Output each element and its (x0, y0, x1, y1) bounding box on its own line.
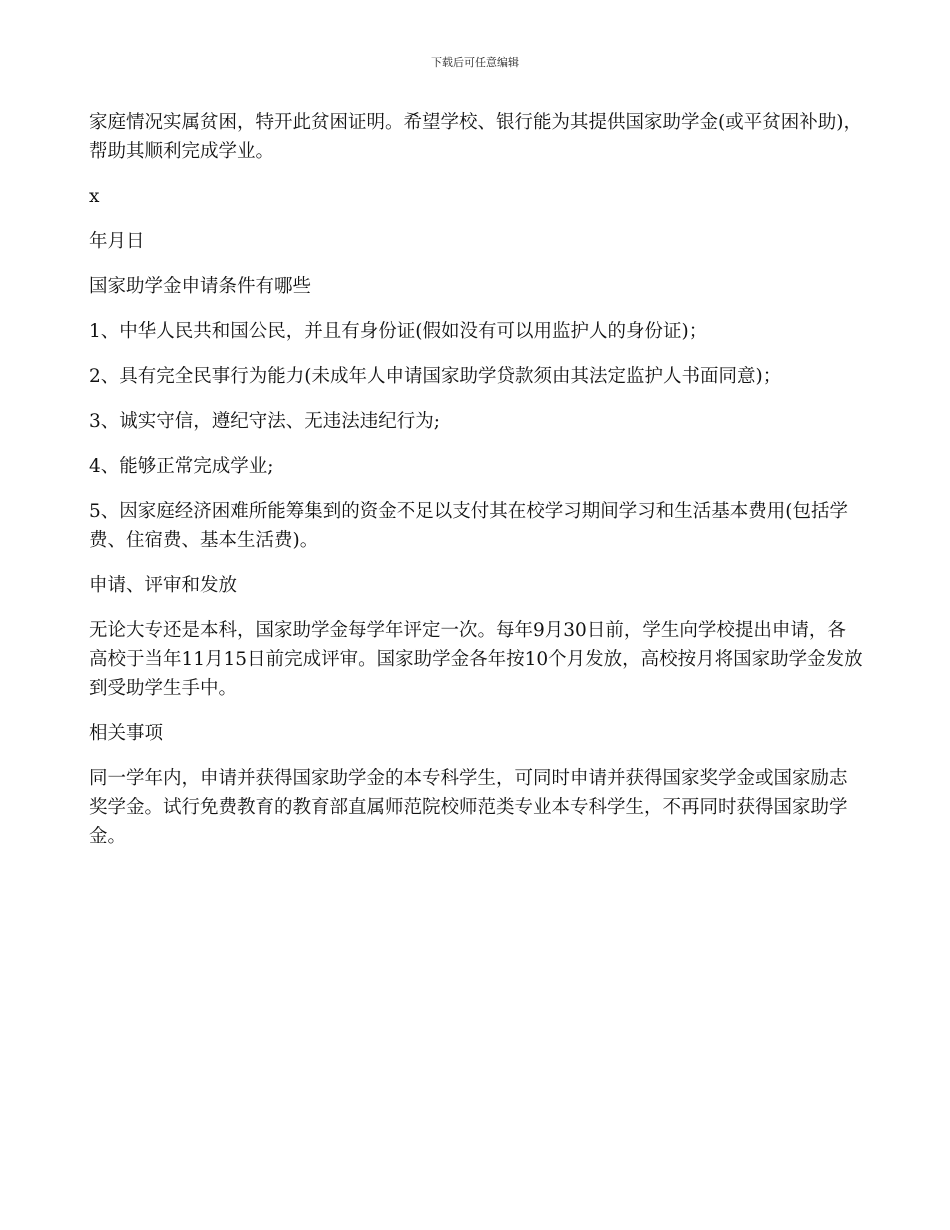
paragraph-signature-placeholder: x (89, 186, 100, 207)
condition-item-3: 3、诚实守信，遵纪守法、无违法违纪行为; (89, 411, 441, 432)
condition-item-4: 4、能够正常完成学业; (89, 456, 274, 477)
section-heading-conditions: 国家助学金申请条件有哪些 (89, 276, 312, 297)
condition-item-1: 1、中华人民共和国公民，并且有身份证(假如没有可以用监护人的身份证)； (89, 321, 708, 342)
paragraph-application-process: 无论大专还是本科，国家助学金每学年评定一次。每年9月30日前，学生向学校提出申请，各高校于当年11月15日前完成评审。国家助学金各年按10个月发放，高校按月将国家助学金发放到受助学生手中。 (89, 620, 863, 699)
condition-item-5: 5、因家庭经济困难所能筹集到的资金不足以支付其在校学习期间学习和生活基本费用(包括学费、住宿费、基本生活费)。 (89, 501, 848, 551)
condition-item-2: 2、具有完全民事行为能力(未成年人申请国家助学贷款须由其法定监护人书面同意)； (89, 366, 782, 387)
paragraph-related-matters: 同一学年内，申请并获得国家助学金的本专科学生，可同时申请并获得国家奖学金或国家励志奖学金。试行免费教育的教育部直属师范院校师范类专业本专科学生，不再同时获得国家助学金。 (89, 768, 848, 847)
page-header: 下载后可任意编辑 (431, 56, 519, 69)
section-heading-application: 申请、评审和发放 (89, 575, 238, 596)
paragraph-date: 年月日 (89, 231, 145, 252)
paragraph-poverty-certificate: 家庭情况实属贫困，特开此贫困证明。希望学校、银行能为其提供国家助学金(或平贫困补助)，帮助其顺利完成学业。 (89, 112, 862, 162)
section-heading-related: 相关事项 (89, 723, 164, 744)
document-body (89, 108, 864, 867)
